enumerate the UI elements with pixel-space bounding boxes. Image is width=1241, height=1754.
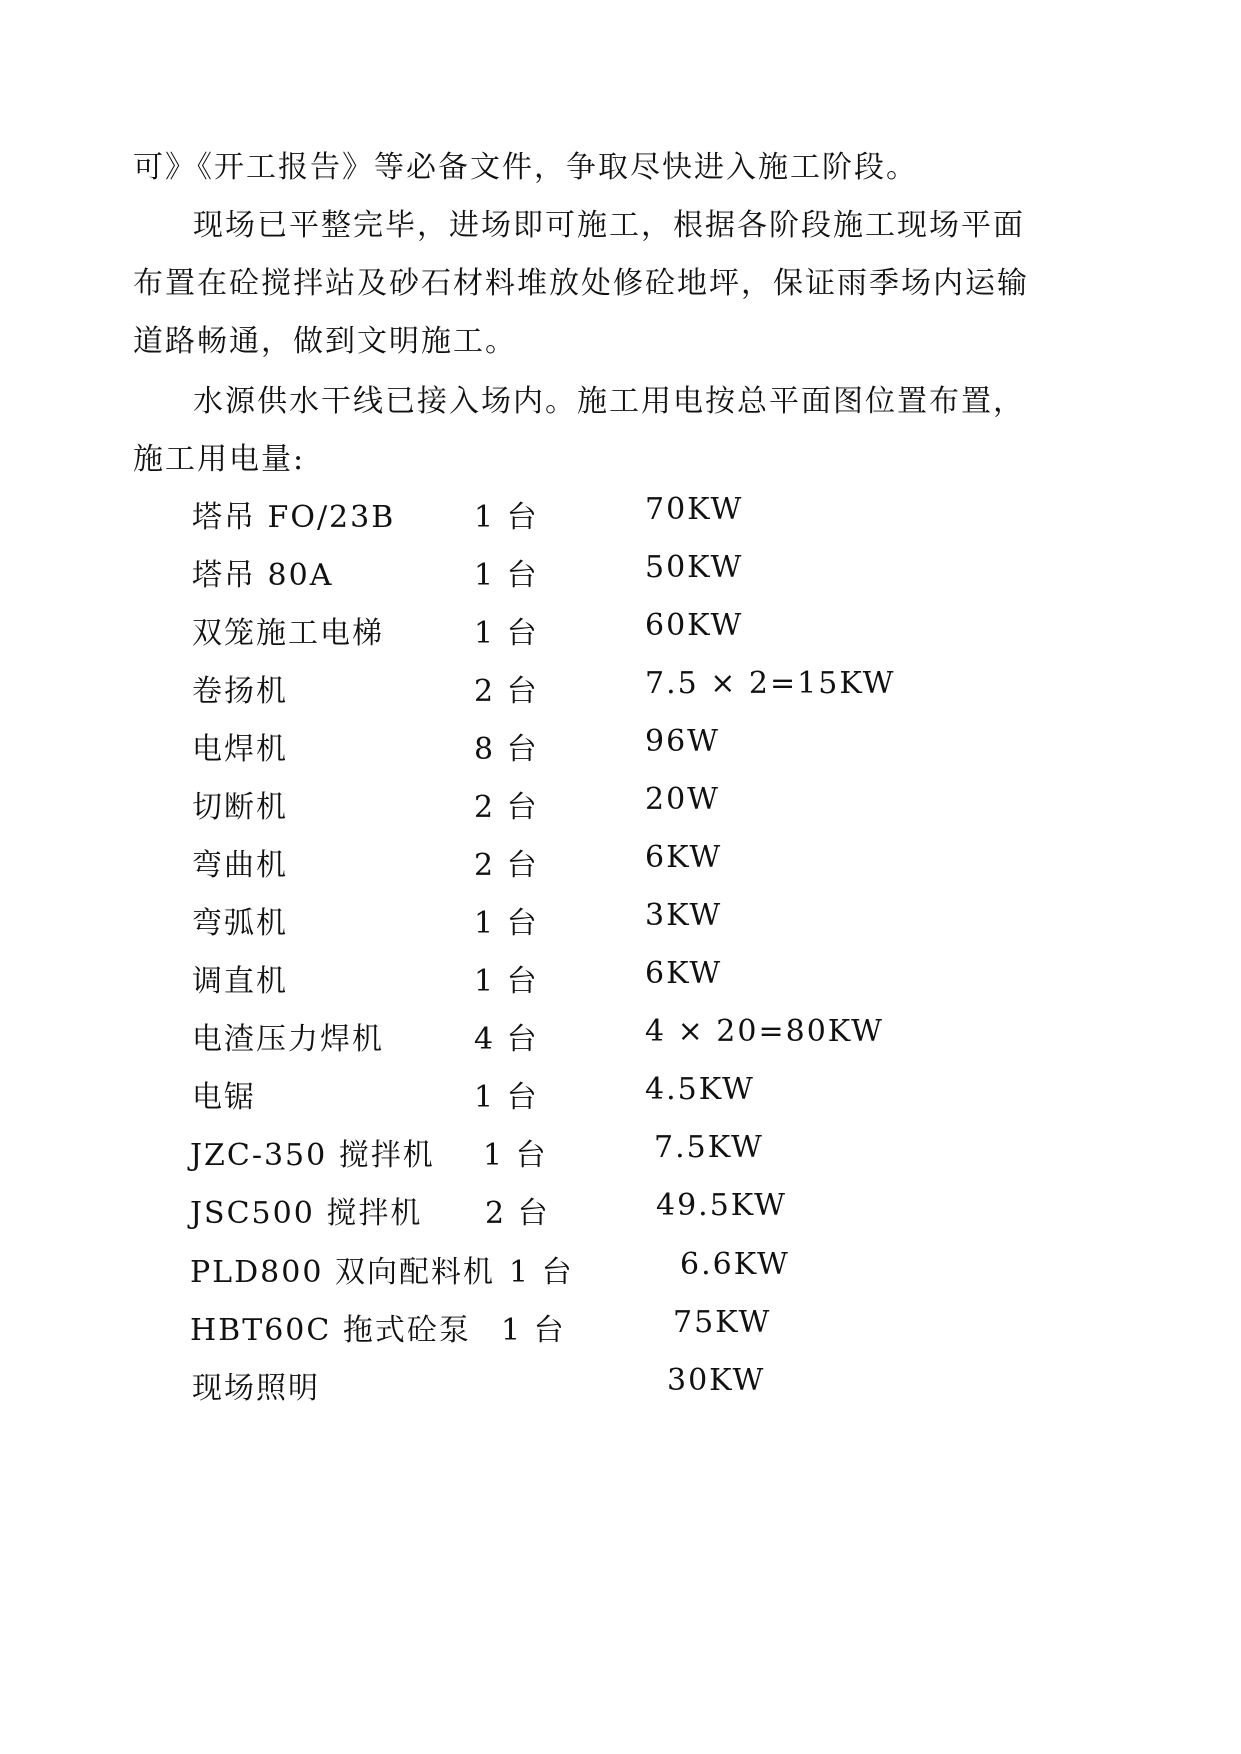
equipment-qty: 1 台 — [509, 1255, 574, 1290]
equipment-name: 电锯 — [192, 1080, 256, 1115]
equipment-row — [0, 1188, 1241, 1231]
equipment-qty: 1 台 — [474, 500, 539, 535]
equipment-row — [0, 1247, 1241, 1290]
equipment-power: 60KW — [645, 608, 744, 643]
equipment-power: 70KW — [645, 492, 744, 527]
equipment-row — [0, 1014, 1241, 1057]
paragraph-line-2: 现场已平整完毕，进场即可施工，根据各阶段施工现场平面 — [193, 208, 1025, 243]
equipment-name: 切断机 — [192, 790, 288, 825]
equipment-name: HBT60C 拖式砼泵 — [190, 1313, 471, 1348]
equipment-name: 调直机 — [192, 964, 288, 999]
equipment-row — [0, 608, 1241, 651]
equipment-power: 6KW — [645, 840, 723, 875]
equipment-qty: 1 台 — [483, 1138, 548, 1173]
paragraph-line-6: 施工用电量: — [133, 442, 306, 477]
paragraph-line-5: 水源供水干线已接入场内。施工用电按总平面图位置布置， — [193, 384, 1025, 419]
equipment-row — [0, 666, 1241, 709]
equipment-row — [0, 840, 1241, 883]
equipment-row — [0, 492, 1241, 535]
equipment-power: 3KW — [645, 898, 723, 933]
equipment-name: JSC500 搅拌机 — [190, 1196, 423, 1231]
equipment-name: 电渣压力焊机 — [192, 1022, 384, 1057]
equipment-power: 30KW — [667, 1363, 766, 1398]
equipment-power: 4 × 20=80KW — [645, 1014, 884, 1049]
equipment-row — [0, 782, 1241, 825]
equipment-name: 双笼施工电梯 — [192, 616, 384, 651]
equipment-row — [0, 1305, 1241, 1348]
equipment-power: 75KW — [673, 1305, 772, 1340]
equipment-power: 49.5KW — [656, 1188, 787, 1223]
equipment-qty: 1 台 — [474, 1080, 539, 1115]
equipment-power: 96W — [645, 724, 721, 759]
equipment-row — [0, 1363, 1241, 1406]
equipment-row — [0, 1072, 1241, 1115]
equipment-power: 4.5KW — [645, 1072, 755, 1107]
equipment-name: 卷扬机 — [192, 674, 288, 709]
equipment-row — [0, 898, 1241, 941]
equipment-name: 塔吊 80A — [192, 558, 334, 593]
equipment-qty: 2 台 — [485, 1196, 550, 1231]
equipment-power: 50KW — [645, 550, 744, 585]
equipment-name: JZC-350 搅拌机 — [190, 1138, 435, 1173]
equipment-qty: 1 台 — [474, 558, 539, 593]
paragraph-line-3: 布置在砼搅拌站及砂石材料堆放处修砼地坪，保证雨季场内运输 — [133, 266, 1029, 301]
equipment-qty: 8 台 — [474, 732, 539, 767]
equipment-row — [0, 956, 1241, 999]
equipment-qty: 1 台 — [474, 964, 539, 999]
equipment-qty: 4 台 — [474, 1022, 539, 1057]
equipment-qty: 1 台 — [474, 616, 539, 651]
equipment-name: 弯弧机 — [192, 906, 288, 941]
equipment-name: 塔吊 FO/23B — [192, 500, 396, 535]
equipment-power: 6.6KW — [680, 1247, 790, 1282]
equipment-qty: 1 台 — [501, 1313, 566, 1348]
equipment-name: 现场照明 — [192, 1371, 320, 1406]
equipment-qty: 2 台 — [474, 674, 539, 709]
equipment-power: 7.5 × 2=15KW — [645, 666, 896, 701]
equipment-power: 6KW — [645, 956, 723, 991]
equipment-name: 电焊机 — [192, 732, 288, 767]
equipment-power: 7.5KW — [654, 1130, 764, 1165]
equipment-row — [0, 550, 1241, 593]
equipment-power: 20W — [645, 782, 721, 817]
paragraph-line-4: 道路畅通，做到文明施工。 — [133, 324, 517, 359]
equipment-qty: 1 台 — [474, 906, 539, 941]
equipment-name: PLD800 双向配料机 — [190, 1255, 495, 1290]
equipment-qty: 2 台 — [474, 848, 539, 883]
equipment-name: 弯曲机 — [192, 848, 288, 883]
paragraph-line-1: 可》《开工报告》等必备文件，争取尽快进入施工阶段。 — [133, 150, 918, 185]
equipment-row — [0, 1130, 1241, 1173]
equipment-qty: 2 台 — [474, 790, 539, 825]
equipment-row — [0, 724, 1241, 767]
